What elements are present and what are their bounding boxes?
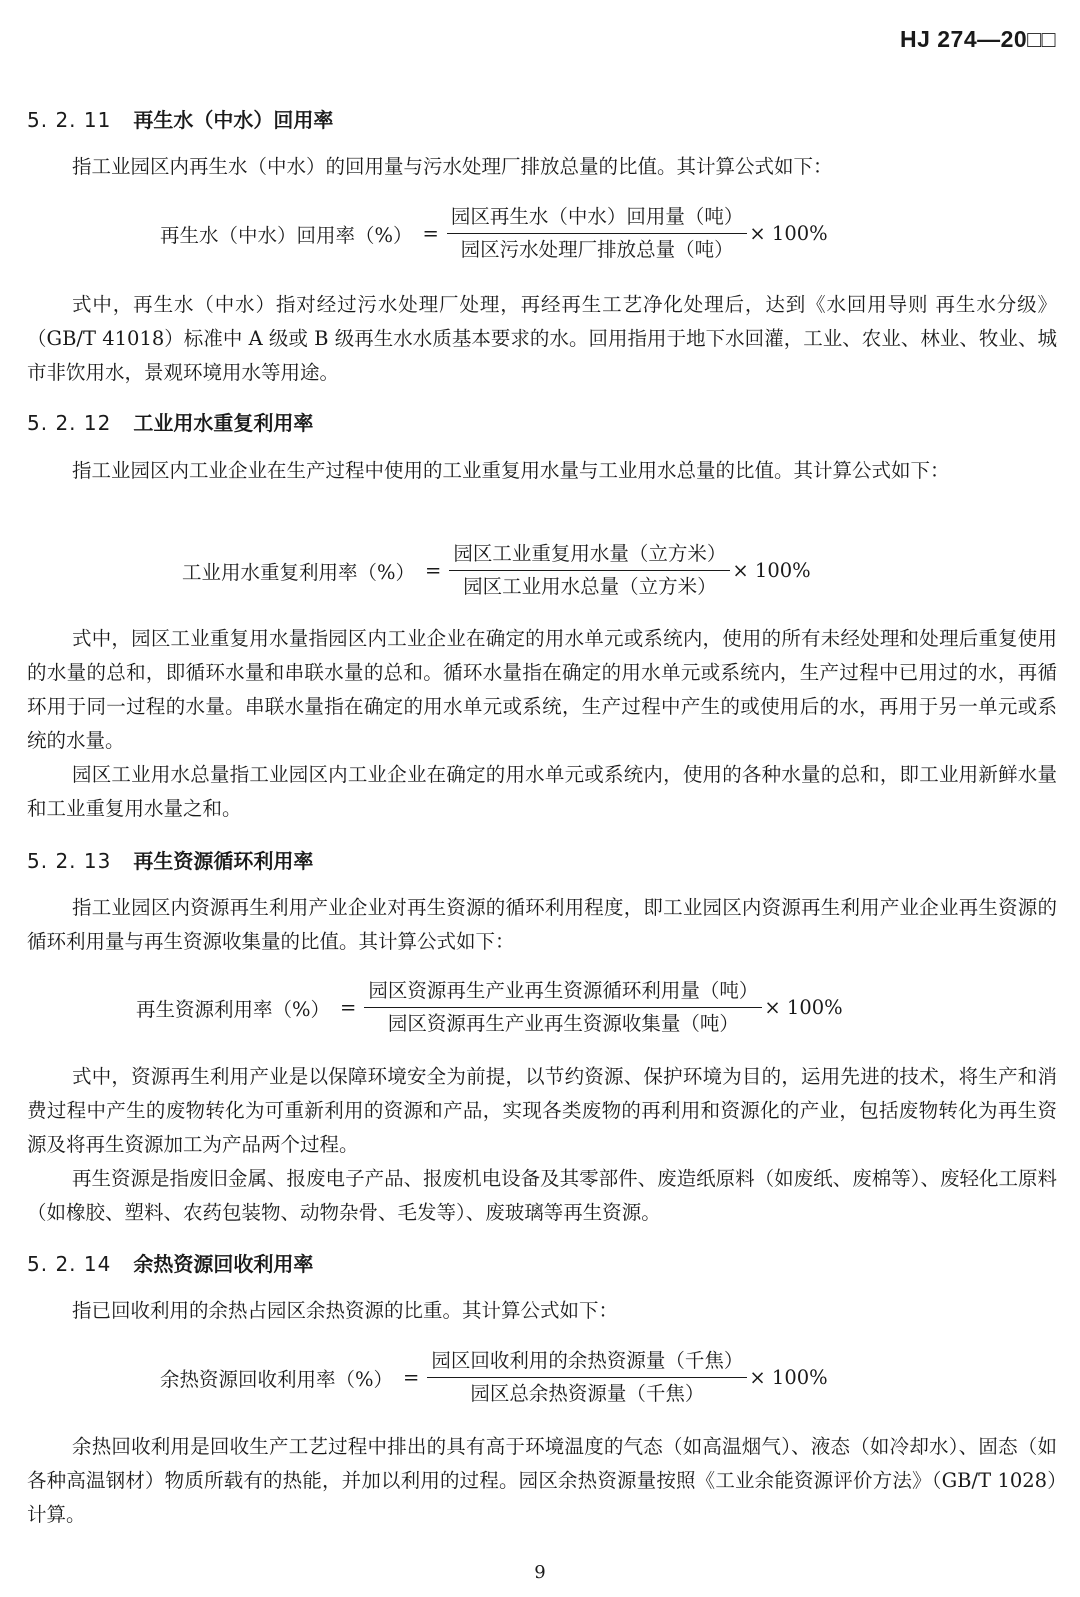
formula-reclaimed-water	[160, 201, 828, 266]
section-number: 5. 2. 14	[27, 1252, 112, 1276]
formula-equals: =	[403, 1366, 420, 1389]
formula-lhs: 再生资源利用率（%）	[136, 997, 331, 1021]
section-heading-5-2-12	[27, 407, 313, 436]
section-title: 工业用水重复利用率	[133, 411, 314, 435]
formula-denominator: 园区总余热资源量（千焦）	[470, 1382, 705, 1405]
formula-equals: =	[425, 559, 442, 582]
formula-lhs: 余热资源回收利用率（%）	[160, 1367, 394, 1391]
formula-equals: =	[422, 222, 439, 245]
section-number: 5. 2. 13	[27, 849, 112, 873]
section-number: 5. 2. 11	[27, 108, 112, 132]
formula-lhs: 工业用水重复利用率（%）	[182, 560, 416, 584]
section-note: 余热回收利用是回收生产工艺过程中排出的具有高于环境温度的气态（如高温烟气）、液态（如冷却水）、固态（如各种高温钢材）物质所载有的热能，并加以利用的过程。园区余热资源量按照《工业余能资源评价方法》（GB/T 1028）计算。	[27, 1435, 1057, 1526]
formula-numerator: 园区工业重复用水量（立方米）	[453, 542, 727, 565]
section-note: 式中，资源再生利用产业是以保障环境安全为前提，以节约资源、保护环境为目的，运用先进的技术，将生产和消费过程中产生的废物转化为可重新利用的资源和产品，实现各类废物的再利用和资源化的产业，包括废物转化为再生资源及将再生资源加工为产品两个过程。	[27, 1065, 1057, 1156]
page-number: 9	[534, 1562, 546, 1583]
section-heading-5-2-11	[27, 104, 333, 133]
formula-numerator: 园区回收利用的余热资源量（千焦）	[431, 1349, 744, 1372]
formula-denominator: 园区资源再生产业再生资源收集量（吨）	[387, 1012, 739, 1035]
section-number: 5. 2. 12	[27, 411, 112, 435]
section-intro: 指工业园区内工业企业在生产过程中使用的工业重复用水量与工业用水总量的比值。其计算公式如下：	[72, 459, 950, 482]
document-code: HJ 274—20□□	[899, 26, 1056, 52]
formula-numerator: 园区资源再生产业再生资源循环利用量（吨）	[368, 979, 759, 1002]
section-intro: 指工业园区内资源再生利用产业企业对再生资源的循环利用程度，即工业园区内资源再生利用产业企业再生资源的循环利用量与再生资源收集量的比值。其计算公式如下：	[27, 896, 1057, 953]
formula-multiplier: × 100%	[749, 1366, 828, 1389]
section-intro: 指已回收利用的余热占园区余热资源的比重。其计算公式如下：	[72, 1299, 619, 1322]
section-note: 式中，再生水（中水）指对经过污水处理厂处理，再经再生工艺净化处理后，达到《水回用导则 再生水分级》（GB/T 41018）标准中 A 级或 B 级再生水水质基本要求的水。回用指用于地下水回灌，工业、农业、林业、牧业、城市非饮用水，景观环境用水等用途。	[27, 293, 1057, 384]
formula-fraction	[449, 538, 730, 603]
formula-fraction	[447, 201, 748, 266]
formula-denominator: 园区工业用水总量（立方米）	[463, 575, 717, 598]
formula-multiplier: × 100%	[764, 996, 843, 1019]
section-heading-5-2-14	[27, 1248, 313, 1277]
formula-fraction	[364, 975, 762, 1040]
formula-fraction	[427, 1345, 747, 1410]
formula-multiplier: × 100%	[749, 222, 828, 245]
formula-denominator: 园区污水处理厂排放总量（吨）	[460, 238, 734, 261]
formula-renewable-resources	[136, 975, 843, 1040]
section-heading-5-2-13	[27, 845, 313, 874]
formula-lhs: 再生水（中水）回用率（%）	[160, 223, 413, 247]
formula-waste-heat	[160, 1345, 828, 1410]
formula-water-reuse	[182, 538, 811, 603]
formula-multiplier: × 100%	[732, 559, 811, 582]
section-note: 园区工业用水总量指工业园区内工业企业在确定的用水单元或系统内，使用的各种水量的总和，即工业用新鲜水量和工业重复用水量之和。	[27, 763, 1057, 820]
section-title: 再生资源循环利用率	[133, 849, 314, 873]
formula-equals: =	[340, 996, 357, 1019]
section-intro: 指工业园区内再生水（中水）的回用量与污水处理厂排放总量的比值。其计算公式如下：	[72, 155, 833, 178]
section-note: 式中，园区工业重复用水量指园区内工业企业在确定的用水单元或系统内，使用的所有未经处理和处理后重复使用的水量的总和，即循环水量和串联水量的总和。循环水量指在确定的用水单元或系统内，生产过程中已用过的水，再循环用于同一过程的水量。串联水量指在确定的用水单元或系统，生产过程中产生的或使用后的水，再用于另一单元或系统的水量。	[27, 627, 1057, 752]
section-note: 再生资源是指废旧金属、报废电子产品、报废机电设备及其零部件、废造纸原料（如废纸、废棉等）、废轻化工原料（如橡胶、塑料、农药包装物、动物杂骨、毛发等）、废玻璃等再生资源。	[27, 1167, 1057, 1224]
section-title: 余热资源回收利用率	[133, 1252, 314, 1276]
formula-numerator: 园区再生水（中水）回用量（吨）	[450, 205, 744, 228]
section-title: 再生水（中水）回用率	[133, 108, 334, 132]
